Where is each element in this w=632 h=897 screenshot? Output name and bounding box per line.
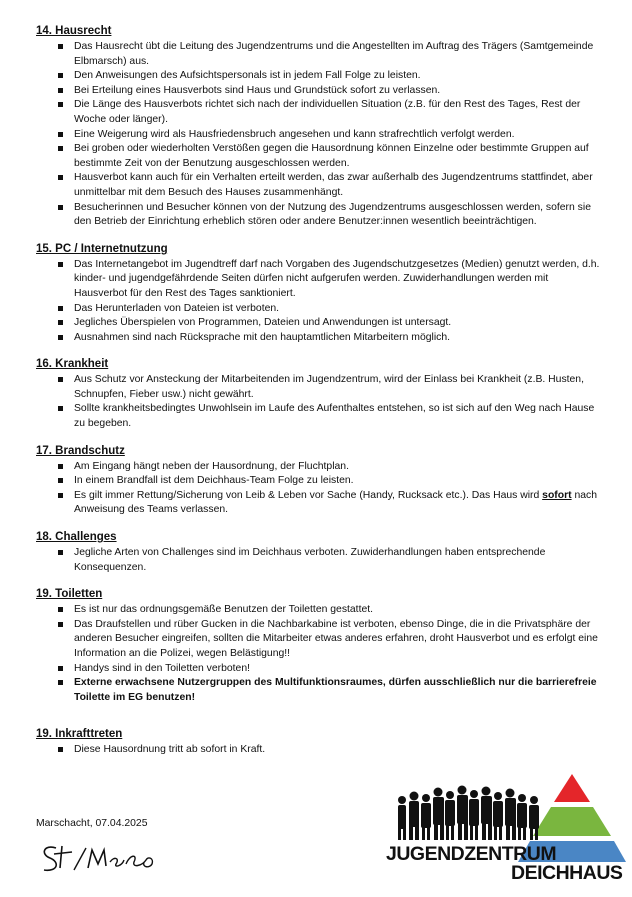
- section-title: 17. Brandschutz: [36, 444, 125, 457]
- list-item: [36, 474, 601, 489]
- list-item-text: Das Draufstellen und rüber Gucken in die Nachbarkabine ist verboten, ebenso Dinge, die in die Privatsphäre der anderen Besucher eingreifen, sollten die Mitarbeiter etwas anderes erfahren, droht Hausverbot und es erfolgt eine Information an die Polizei, wegen Belästigung!!: [74, 618, 598, 659]
- bullet-list: [36, 373, 601, 431]
- people-silhouette: [398, 786, 539, 841]
- list-item: [36, 402, 601, 431]
- list-item-text: Bei Erteilung eines Hausverbots sind Haus und Grundstück sofort zu verlassen.: [74, 84, 441, 96]
- list-item-text: Aus Schutz vor Ansteckung der Mitarbeitenden im Jugendzentrum, wird der Einlass bei Krankheit (z.B. Husten, Schnupfen, Fieber usw.) nicht gewährt.: [74, 374, 584, 400]
- list-item: [36, 331, 601, 346]
- list-item-text: Eine Weigerung wird als Hausfriedensbruch angesehen und kann strafrechtlich verfolgt werden.: [74, 128, 515, 140]
- list-item-text: Ausnahmen sind nach Rücksprache mit den hauptamtlichen Mitarbeitern möglich.: [74, 331, 450, 343]
- bullet-list: [36, 743, 601, 758]
- list-item: [36, 302, 601, 317]
- logo-triangle-top: [554, 774, 590, 802]
- list-item-text: Das Internetangebot im Jugendtreff darf nach Vorgaben des Jugendschutzgesetzes (Medien) genutzt werden, d.h. kinder- und jugendgefährdende Seiten dürfen nicht aufgerufen werden. Zuwiderhandlungen werden mit Hausverbot für den Rest des Tages sanktioniert.: [74, 258, 600, 299]
- section: [36, 242, 601, 346]
- bullet-list: [36, 546, 601, 575]
- document-body: [36, 24, 601, 770]
- list-item: [36, 546, 601, 575]
- list-item-text: Am Eingang hängt neben der Hausordnung, der Fluchtplan.: [74, 460, 349, 472]
- place-date: Marschacht, 07.04.2025: [36, 818, 148, 829]
- list-item-text: Hausverbot kann auch für ein Verhalten erteilt werden, das zwar außerhalb des Jugendzentrums stattfindet, aber unmittelbar mit dem Besuch des Hauses zusammenhängt.: [74, 172, 593, 198]
- bullet-list: [36, 460, 601, 518]
- section-title: 19. Toiletten: [36, 588, 103, 601]
- emphasized-word: sofort: [542, 489, 572, 501]
- list-item: [36, 489, 601, 518]
- logo-text-jugendzentrum: JUGENDZENTRUM: [386, 843, 557, 865]
- list-item: [36, 258, 601, 302]
- section: [36, 444, 601, 518]
- list-item: [36, 201, 601, 230]
- section: [36, 727, 601, 758]
- section: [36, 587, 601, 705]
- list-item: [36, 69, 601, 84]
- section-title: 14. Hausrecht: [36, 25, 112, 37]
- list-item-text: Die Länge des Hausverbots richtet sich nach der individuellen Situation (z.B. für den Rest des Tages, Rest der Woche oder länger).: [74, 99, 581, 125]
- list-item: [36, 373, 601, 402]
- section-title: 19. Inkrafttreten: [36, 728, 123, 741]
- section: [36, 24, 601, 230]
- list-item-text: In einem Brandfall ist dem Deichhaus-Team Folge zu leisten.: [74, 475, 354, 487]
- list-item-text: Handys sind in den Toiletten verboten!: [74, 662, 250, 674]
- logo-text-deichhaus: DEICHHAUS: [511, 862, 623, 884]
- list-item: [36, 84, 601, 99]
- list-item: [36, 142, 601, 171]
- list-item: [36, 40, 601, 69]
- section: [36, 530, 601, 575]
- section-title: 18. Challenges: [36, 531, 117, 544]
- list-item: [36, 676, 601, 705]
- list-item-text: Das Hausrecht übt die Leitung des Jugendzentrums und die Angestellten im Auftrag des Trägers (Samtgemeinde Elbmarsch) aus.: [74, 41, 594, 67]
- section-title: 16. Krankheit: [36, 358, 109, 371]
- list-item-text: Jegliche Arten von Challenges sind im Deichhaus verboten. Zuwiderhandlungen haben entsprechende Konsequenzen.: [74, 547, 546, 573]
- list-item: [36, 603, 601, 618]
- section-spacer: [36, 717, 601, 727]
- section: [36, 357, 601, 431]
- bullet-list: [36, 40, 601, 230]
- signature: [34, 838, 164, 878]
- list-item-text-after: nach Anweisung des Teams verlassen.: [74, 489, 598, 516]
- list-item: [36, 662, 601, 677]
- list-item-text: Externe erwachsene Nutzergruppen des Multifunktionsraumes, dürfen ausschließlich nur die barrierefreie Toilette im EG benutzen!: [74, 677, 597, 703]
- list-item: [36, 460, 601, 475]
- list-item-text: Sollte krankheitsbedingtes Unwohlsein im Laufe des Aufenthaltes entstehen, so ist sich auf den Weg nach Hause zu begeben.: [74, 403, 595, 430]
- list-item-text: Jegliches Überspielen von Programmen, Dateien und Anwendungen ist untersagt.: [74, 317, 452, 329]
- list-item: [36, 171, 601, 200]
- list-item-text: Es ist nur das ordnungsgemäße Benutzen der Toiletten gestattet.: [74, 604, 374, 616]
- list-item: [36, 316, 601, 331]
- list-item: [36, 98, 601, 127]
- list-item-text: Den Anweisungen des Aufsichtspersonals ist in jedem Fall Folge zu leisten.: [74, 70, 421, 82]
- list-item-text: Diese Hausordnung tritt ab sofort in Kraft.: [74, 744, 266, 756]
- list-item-text: Besucherinnen und Besucher können von der Nutzung des Jugendzentrums ausgeschlossen werden, sofern sie den Betrieb der Einrichtung erheblich stören oder andere Benutzer:innen wesentlich beeinträchtigen.: [74, 201, 591, 228]
- list-item: [36, 743, 601, 758]
- bullet-list: [36, 258, 601, 346]
- list-item: [36, 618, 601, 662]
- list-item: [36, 128, 601, 143]
- section-title: 15. PC / Internetnutzung: [36, 242, 168, 255]
- list-item-text: Das Herunterladen von Dateien ist verboten.: [74, 302, 280, 314]
- list-item-text: Es gilt immer Rettung/Sicherung von Leib & Leben vor Sache (Handy, Rucksack etc.). Das Haus wird: [74, 489, 543, 501]
- logo-triangle-middle: [533, 807, 611, 836]
- list-item-text: Bei groben oder wiederholten Verstößen gegen die Hausordnung können Einzelne oder bestimmte Gruppen auf bestimmte Zeit von der Benutzung ausgeschlossen werden.: [74, 143, 589, 169]
- bullet-list: [36, 603, 601, 705]
